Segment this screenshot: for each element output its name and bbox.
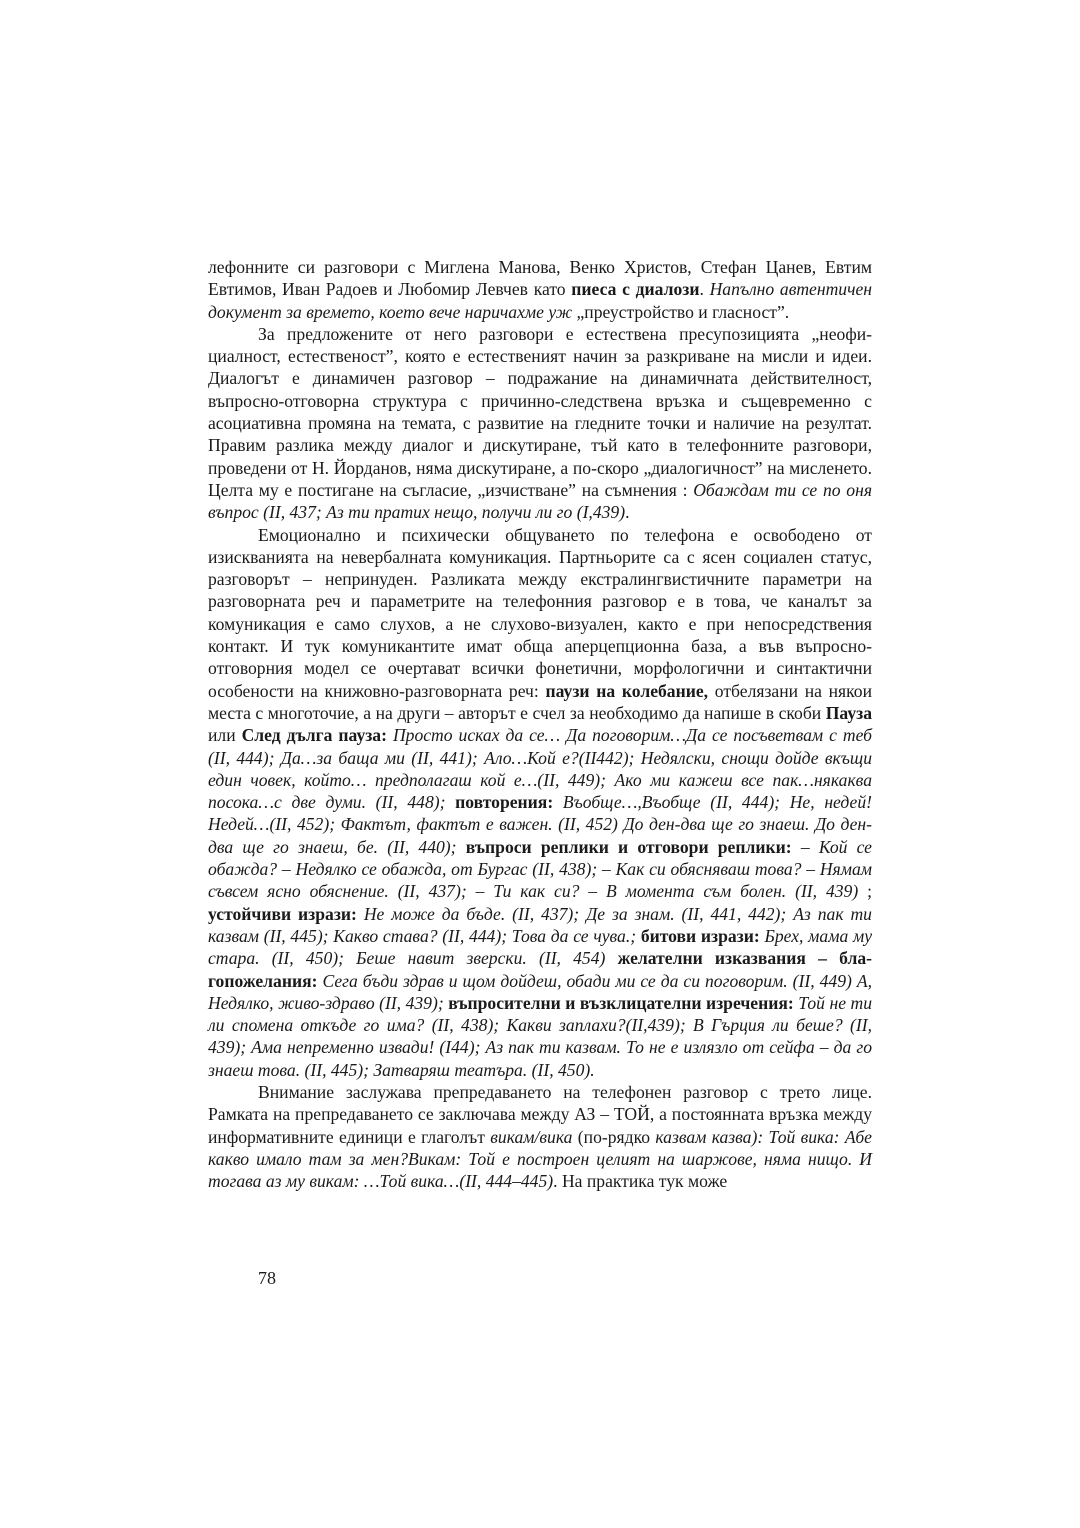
italic-example: казвам казва): Той вика: Абе какво имало там за мен?Викам: Той е построен целият на шаржове, няма нищо. И тогава аз му викам: …Той вика…(II, 444–445) (208, 1126, 872, 1192)
paragraph (208, 524, 872, 1081)
text-run: Внимание заслужава препредаването на телефонен разговор с трето лице. Рамката на препредаването се заключава между АЗ – ТОЙ, а постоянната връзка между информативните единици е глаголът (208, 1081, 872, 1147)
text-run (357, 904, 364, 924)
italic-example: Обаждам ти се по оня въпрос (II, 437; Аз ти пратих нещо, получи ли го (I,439) (208, 479, 872, 523)
italic-example: Брех, мама му стара. (II, 450); Беше навит зверски. (II, 454) (208, 925, 872, 969)
text-run (605, 948, 617, 968)
italic-example: Не може да бъде. (II, 437); Де за знам. (II, 441, 442); Аз пак ти казвам (II, 445); Какво става? (II, 444); Това да се чува.; (208, 903, 872, 946)
bold-term: пиеса с диалози (571, 279, 700, 300)
italic-example: викам/вика (490, 1126, 573, 1147)
page-number: 78 (258, 1268, 276, 1288)
bold-term: въпросителни и възклицателни изречения: (448, 992, 794, 1013)
text-run: Емоционално и психически общуването по телефона е освободено от изискванията на невербалната комуникация. Партньорите са с ясен социален статус, разговорът – непринуден. Разликата между екстралингвистичните параметри на разговорната реч и параметрите на телефонния разговор е в това, че каналът за комуникация е само слухов, а не слухово-визуален, както е при непосредствения контакт. И тук комуникантите имат обща аперцепционна база, а във въпросно-отговорния модел се очертават всички фонетични, морфологични и синтактични особености на книжовно-разговорната реч: (208, 524, 872, 701)
italic-example: Сега бъди здрав и щом дойдеш, обади ми се да си поговорим. (II, 449) А, Недялко, живо-здраво (II, 439); (208, 970, 872, 1013)
text-run: . (625, 502, 630, 523)
bold-term: въпроси реплики и отговори реплики: (465, 836, 792, 857)
text-run (553, 792, 563, 812)
bold-term: Пауза (825, 702, 872, 723)
bold-term: повторения: (455, 792, 554, 813)
body-text (208, 256, 872, 1192)
bold-term: устойчиви изрази: (208, 903, 357, 924)
italic-example: Въобще…,Въобще (II, 444); Не, недей! Недей…(II, 452); Фактът, фактът е важен. (II, 452) До ден-два ще го знаеш. До ден-два ще го знаеш, бе. (II, 440); (208, 792, 873, 857)
text-run: . На практика тук може (553, 1171, 728, 1192)
paragraph (208, 256, 872, 323)
paragraph (208, 1081, 872, 1192)
text-run: лефонните си разговори с Миглена Манова, Венко Христов, Стефан Цанев, Евтим Евтимов, Иван Радоев и Любомир Левчев като (208, 257, 872, 300)
bold-term: желателни изказвания – благопожелания: (208, 948, 872, 991)
bold-term: паузи на колебание, (545, 680, 709, 701)
bold-term: битови изрази: (640, 925, 760, 946)
bold-term: След дълга пауза: (241, 725, 387, 746)
text-run: За предложените от него разговори е естествена пресупозицията „неофициалност, естественост”, която е естественият начин за разкриване на мисли и идеи. Диалогът е динамичен разговор – подражание на динамичната действителност, въпросно-отговорна структура с причинно-следствена връзка и същевременно с асоциативна промяна на темата, с развитие на гледните точки и наличие на резултат. Правим разлика между диалог и дискутиране, тъй като в телефонните разговори, проведени от Н. Йорданов, няма дискутиране, а по-скоро „диалогичност” на мисленето. Целта му е постигане на съгласие, „изчистване” на съмнения : (208, 323, 872, 500)
paragraph (208, 323, 872, 524)
italic-example: Напълно автентичен документ за времето, което вече наричахме уж (208, 279, 873, 322)
text-run: „преустройство и гласност”. (572, 301, 790, 322)
text-run: или (208, 725, 242, 746)
text-run (445, 792, 455, 812)
italic-example: – Кой се обажда? – Недялко се обажда, от Бургас (II, 438); – Как си обясняваш това? – Нямам съвсем ясно обяснение. (II, 437); – Ти как си? – В момента съм болен. (II, 439) (208, 836, 872, 902)
text-run: (по-рядко (572, 1126, 656, 1147)
text-run: отбелязани на някои места с многоточие, а на други – авторът е счел за необходимо да напише в скоби (208, 680, 873, 723)
text-run (457, 837, 466, 857)
italic-example: Той не ти ли спомена откъде го има? (II, 438); Какви заплахи?(II,439); В Гърция ли беше? (II, 439); Ама непременно извади! (I44); Аз пак ти казвам. То не е излязло от сейфа – да го знаеш това. (II, 445); Затваряш театъра. (II, 450). (208, 992, 872, 1080)
text-run: ; (858, 881, 872, 902)
italic-example: Просто исках да се… Да поговорим…Да се посъветвам с теб (II, 444); Да…за баща ми (II, 441); Ало…Кой е?(II442); Недялски, снощи дойде вкъщи един човек, който… предполагаш кой е…(II, 449); Ако ми кажеш все пак…някаква посока…с две думи. (II, 448); (208, 725, 873, 813)
text-run: . (699, 279, 710, 300)
text-run (792, 837, 801, 857)
